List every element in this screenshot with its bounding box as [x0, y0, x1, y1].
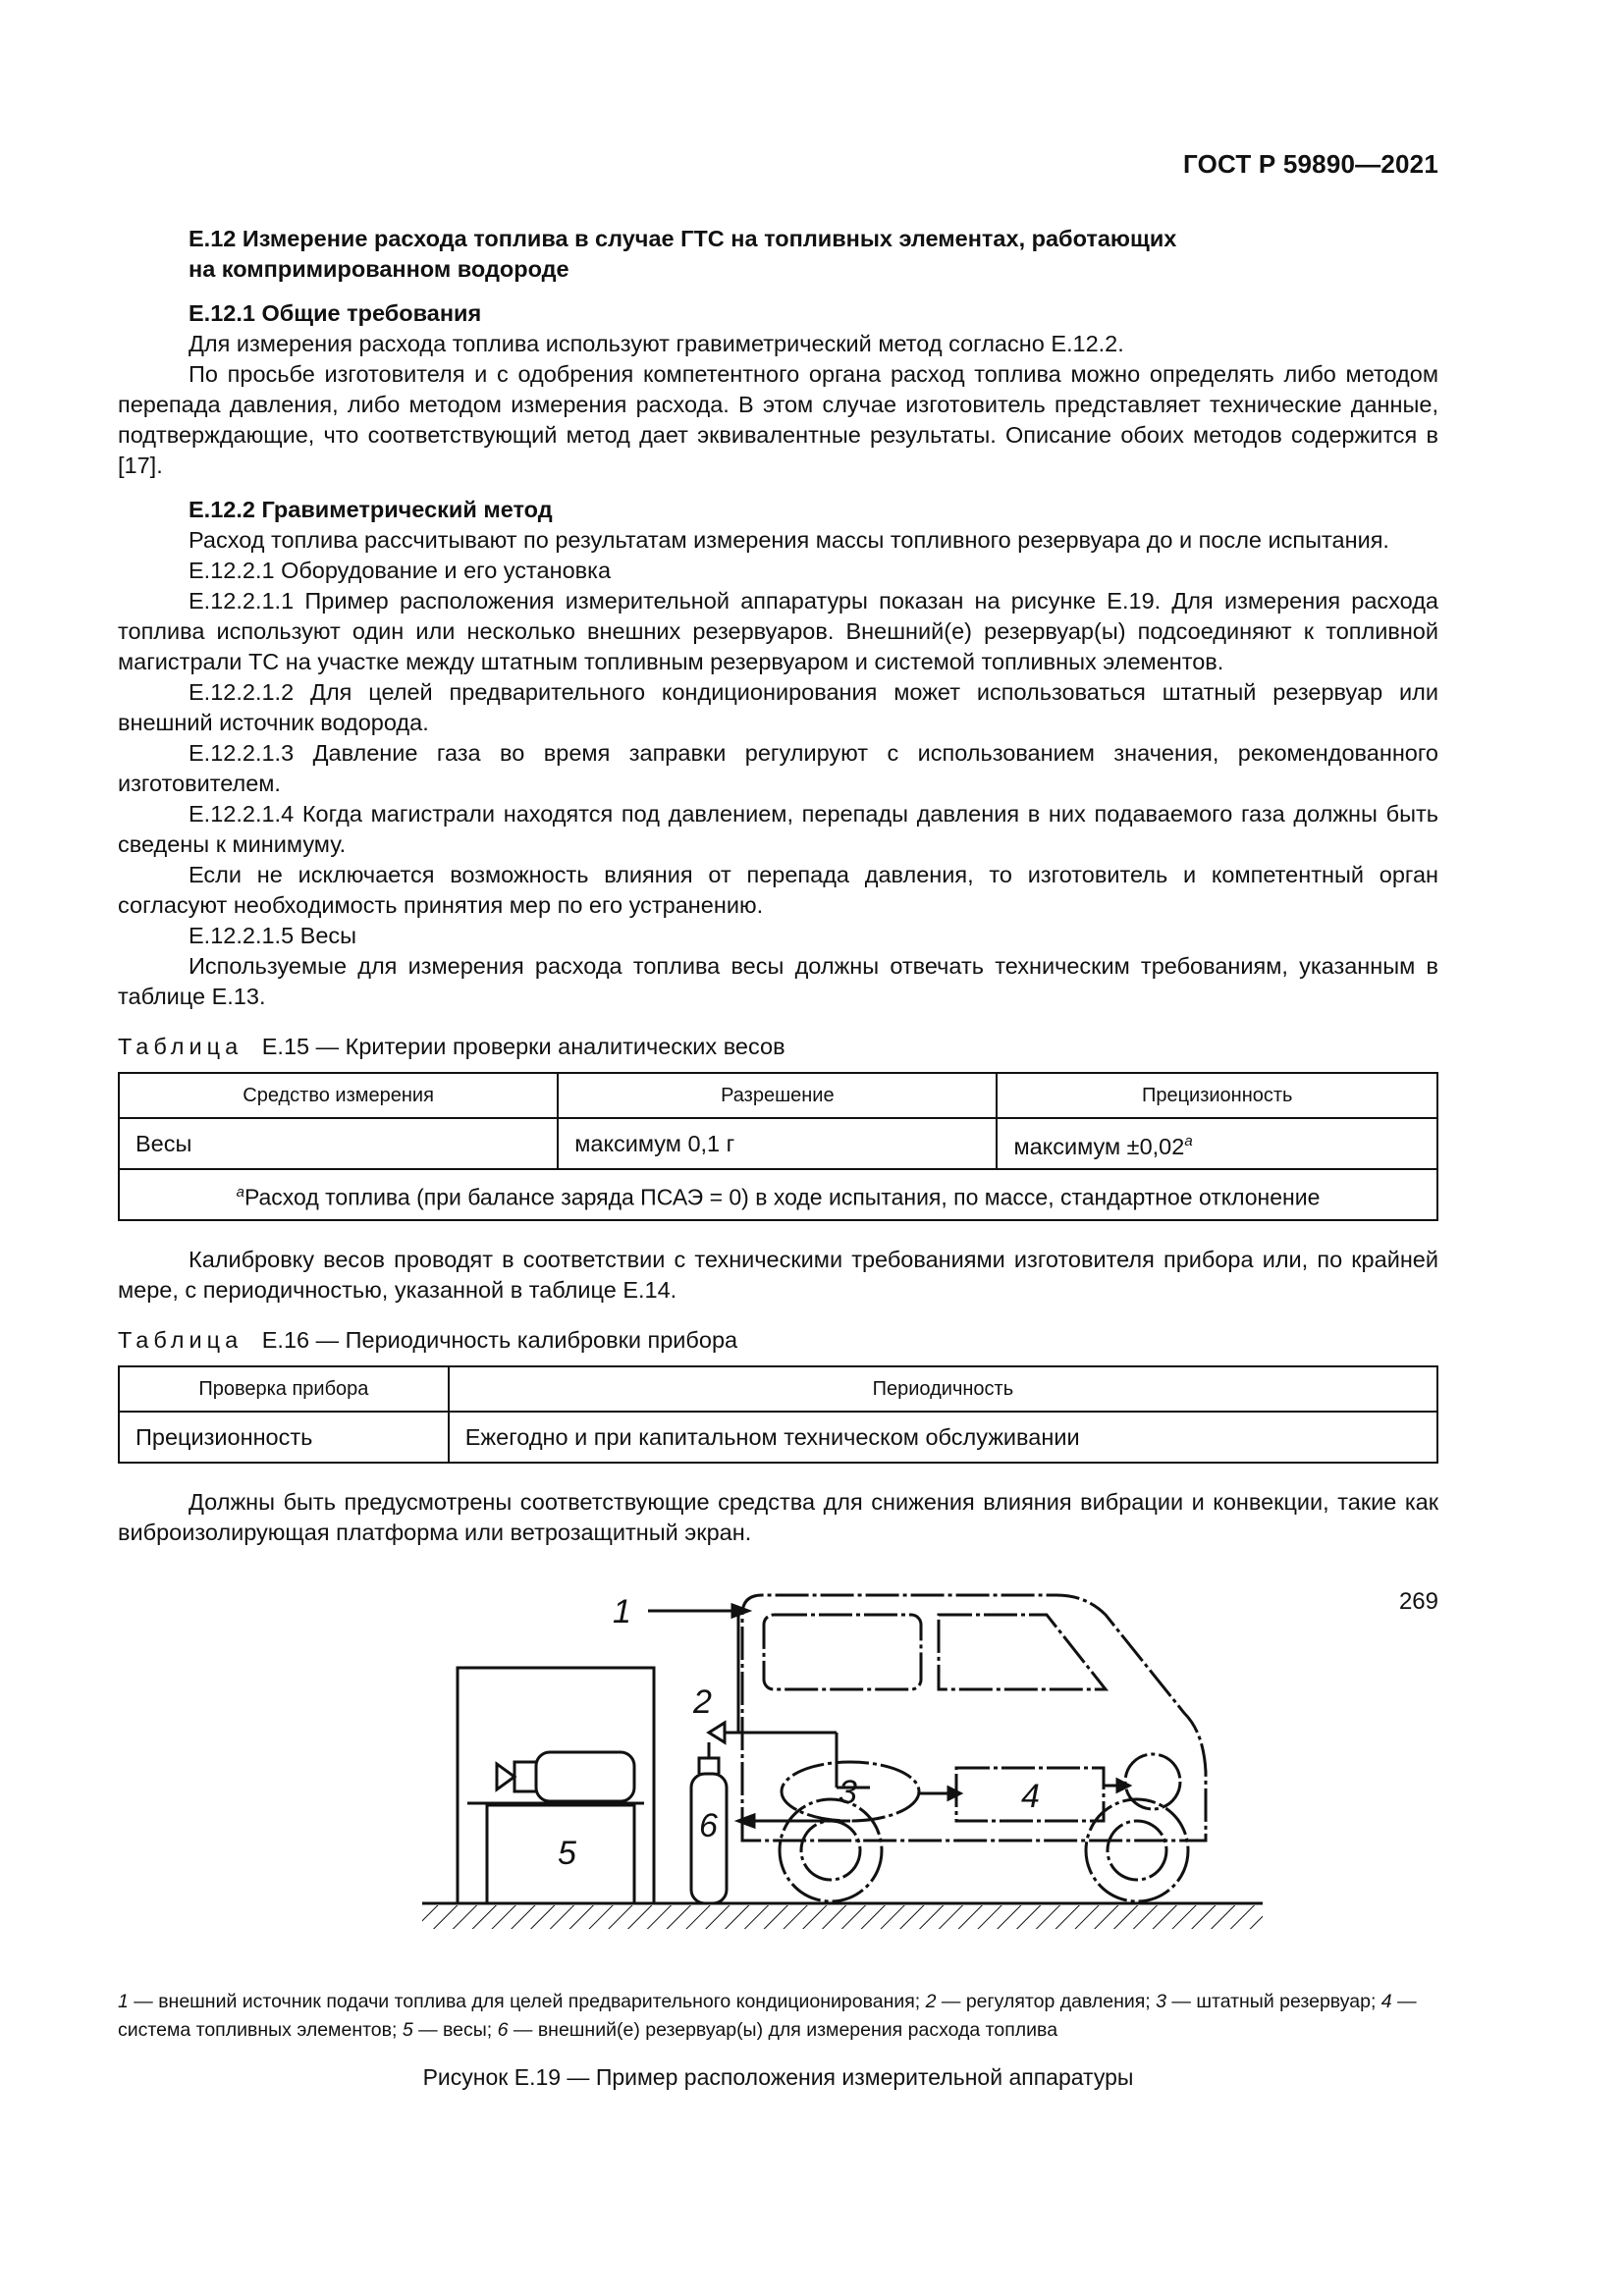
figure-label-1: 1	[613, 1593, 631, 1630]
table-cell: Ежегодно и при капитальном техническом обслуживании	[449, 1412, 1437, 1463]
figure-label-5: 5	[558, 1835, 576, 1872]
table-header-cell: Проверка прибора	[119, 1366, 449, 1412]
general-paragraph-2: По просьбе изготовителя и с одобрения компетентного органа расход топлива можно определять либо методом перепада давления, либо методом измерения расхода. В этом случае изготовитель представляет технические данные, подтверждающие, что соответствующий метод дает эквивалентные результаты. Описание обоих методов содержится в [17].	[118, 361, 1438, 478]
table-header-cell: Периодичность	[449, 1366, 1437, 1412]
precision-value: максимум ±0,02	[1013, 1133, 1185, 1159]
table-header-row	[119, 1366, 1437, 1412]
table-row	[119, 1412, 1437, 1463]
table2-caption	[118, 1325, 1438, 1356]
gravimetric-paragraph-7: Если не исключается возможность влияния от перепада давления, то изготовитель и компетентный орган согласуют необходимость принятия мер по его устранению.	[118, 862, 1438, 918]
document-header: ГОСТ Р 59890—2021	[1183, 149, 1438, 179]
table-header-row	[119, 1073, 1437, 1118]
table-cell: максимум 0,1 г	[558, 1118, 997, 1169]
gravimetric-paragraph-6: Е.12.2.1.4 Когда магистрали находятся под давлением, перепады давления в них подаваемого газа должны быть сведены к минимуму.	[118, 801, 1438, 857]
page-content	[118, 224, 1438, 2093]
legend-text: — весы;	[412, 2019, 498, 2041]
legend-text: — внешний(е) резервуар(ы) для измерения расхода топлива	[508, 2019, 1058, 2041]
gravimetric-paragraph-5: Е.12.2.1.3 Давление газа во время заправки регулируют с использованием значения, рекомендованного изготовителем.	[118, 740, 1438, 796]
table2-caption-word: Таблица	[118, 1327, 243, 1353]
table-balance-criteria	[118, 1072, 1438, 1221]
calibration-paragraph: Калибровку весов проводят в соответствии с техническими требованиями изготовителя прибора или, по крайней мере, с периодичностью, указанной в таблице Е.14.	[118, 1247, 1438, 1303]
table-footnote-row	[119, 1169, 1437, 1220]
figure-label-4: 4	[1021, 1778, 1040, 1815]
figure-label-2: 2	[693, 1683, 712, 1721]
table-footnote	[119, 1169, 1437, 1220]
gravimetric-paragraph-3: Е.12.2.1.1 Пример расположения измерительной аппаратуры показан на рисунке Е.19. Для измерения расхода топлива используют один или несколько внешних резервуаров. Внешний(е) резервуар(ы) подсоединяют к топливной магистрали ТС на участке между штатным топливным резервуаром и системой топливных элементов.	[118, 588, 1438, 674]
section-title-line1: Е.12 Измерение расхода топлива в случае ГТС на топливных элементах, работающих	[189, 226, 1177, 251]
ground-hatch	[422, 1905, 1263, 1929]
cylinder-on-scale	[536, 1752, 634, 1801]
table1-caption	[118, 1032, 1438, 1062]
figure-label-3: 3	[839, 1774, 857, 1811]
van-outline	[742, 1595, 1206, 1901]
gravimetric-paragraph-1: Расход топлива рассчитывают по результатам измерения массы топливного резервуара до и после испытания.	[189, 527, 1389, 553]
legend-num: 1	[118, 1991, 129, 2012]
footnote-text: Расход топлива (при балансе заряда ПСАЭ = 0) в ходе испытания, по массе, стандартное отклонение	[243, 1184, 1321, 1210]
pressure-regulator	[709, 1723, 725, 1742]
section-title-line2: на компримированном водороде	[189, 256, 569, 282]
table-cell: Весы	[119, 1118, 558, 1169]
page-number: 269	[1398, 1588, 1438, 1615]
table2-caption-text: Е.16 — Периодичность калибровки прибора	[261, 1327, 738, 1353]
legend-text: — система топливных элементов;	[118, 1991, 1417, 2041]
figure-label-6: 6	[699, 1807, 718, 1844]
table1-caption-word: Таблица	[118, 1034, 243, 1059]
general-paragraph-1: Для измерения расхода топлива используют гравиметрический метод согласно Е.12.2.	[189, 331, 1124, 356]
gravimetric-paragraph-2: Е.12.2.1 Оборудование и его установка	[189, 558, 612, 583]
gravimetric-paragraph-9: Используемые для измерения расхода топлива весы должны отвечать техническим требованиям, указанным в таблице Е.13.	[118, 953, 1438, 1009]
table-row	[119, 1118, 1437, 1169]
legend-text: — внешний источник подачи топлива для целей предварительного кондиционирования;	[128, 1991, 926, 2012]
legend-num: 6	[497, 2019, 509, 2041]
gravimetric-paragraph-4: Е.12.2.1.2 Для целей предварительного кондиционирования может использоваться штатный резервуар или внешний источник водорода.	[118, 679, 1438, 735]
gravimetric-paragraph-8: Е.12.2.1.5 Весы	[189, 923, 357, 948]
measurement-setup-diagram	[300, 1575, 1263, 1978]
vibration-paragraph: Должны быть предусмотрены соответствующие средства для снижения влияния вибрации и конвекции, такие как виброизолирующая платформа или ветрозащитный экран.	[118, 1489, 1438, 1545]
footnote-marker: a	[236, 1183, 244, 1201]
legend-num: 4	[1380, 1991, 1392, 2012]
table-header-cell: Прецизионность	[997, 1073, 1437, 1118]
legend-num: 5	[402, 2019, 413, 2041]
legend-text: — штатный резервуар;	[1166, 1991, 1381, 2012]
legend-text: — регулятор давления;	[936, 1991, 1157, 2012]
gravimetric-heading: Е.12.2 Гравиметрический метод	[189, 497, 553, 522]
figure-e19	[118, 1575, 1438, 1978]
table-cell: Прецизионность	[119, 1412, 449, 1463]
table-cell-precision	[997, 1118, 1437, 1169]
table1-caption-text: Е.15 — Критерии проверки аналитических весов	[261, 1034, 785, 1059]
table-header-cell: Средство измерения	[119, 1073, 558, 1118]
figure-caption: Рисунок Е.19 — Пример расположения измерительной аппаратуры	[422, 2064, 1134, 2090]
footnote-marker: a	[1184, 1132, 1193, 1149]
table-calibration-period	[118, 1365, 1438, 1464]
table-header-cell: Разрешение	[558, 1073, 997, 1118]
figure-legend	[118, 1988, 1438, 2045]
legend-num: 2	[925, 1991, 937, 2012]
section-title	[189, 224, 1438, 285]
legend-num: 3	[1156, 1991, 1166, 2012]
general-heading: Е.12.1 Общие требования	[189, 300, 482, 326]
